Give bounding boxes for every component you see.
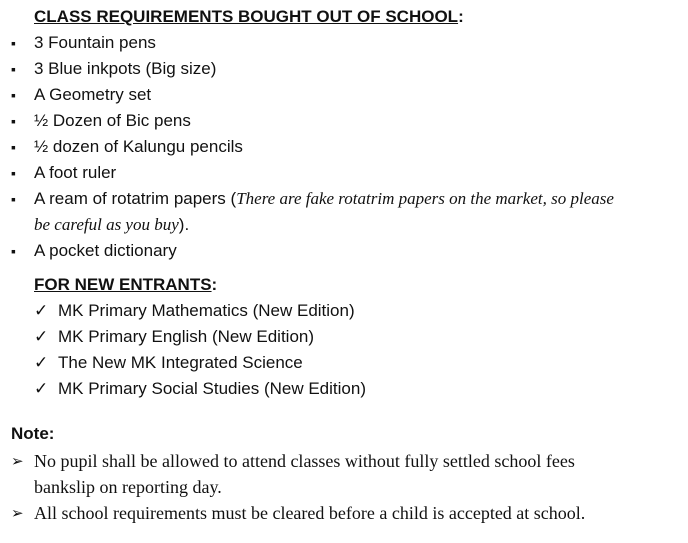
class-requirements-heading — [34, 7, 464, 27]
rotatrim-continuation — [34, 215, 189, 235]
list-item: A foot ruler — [34, 163, 117, 182]
checkmark-icon: ✓ — [34, 301, 49, 321]
class-requirements-heading-colon: : — [458, 7, 464, 26]
square-bullet-icon: ▪ — [11, 35, 16, 51]
note-heading: Note: — [11, 424, 55, 443]
list-item: The New MK Integrated Science — [58, 353, 303, 372]
class-requirements-heading-text: CLASS REQUIREMENTS BOUGHT OUT OF SCHOOL — [34, 7, 459, 26]
new-entrants-heading-colon: : — [211, 275, 218, 294]
square-bullet-icon: ▪ — [11, 113, 16, 129]
checkmark-icon: ✓ — [34, 353, 49, 373]
list-item: ½ Dozen of Bic pens — [34, 111, 191, 130]
square-bullet-icon: ▪ — [11, 139, 16, 155]
rotatrim-text: A ream of rotatrim papers ( — [34, 189, 237, 208]
new-entrants-heading — [34, 275, 217, 295]
checkmark-icon: ✓ — [34, 379, 49, 399]
rotatrim-continuation-tail: ). — [178, 215, 190, 234]
checkmark-icon: ✓ — [34, 327, 49, 347]
list-item: A Geometry set — [34, 85, 152, 104]
arrow-bullet-icon: ➢ — [11, 504, 24, 522]
square-bullet-icon: ▪ — [11, 61, 16, 77]
square-bullet-icon: ▪ — [11, 243, 16, 259]
list-item: A pocket dictionary — [34, 241, 177, 260]
list-item: ½ dozen of Kalungu pencils — [34, 137, 243, 156]
new-entrants-heading-text: FOR NEW ENTRANTS — [34, 275, 212, 294]
list-item: MK Primary English (New Edition) — [58, 327, 315, 346]
list-item: MK Primary Social Studies (New Edition) — [58, 379, 366, 398]
list-item: 3 Blue inkpots (Big size) — [34, 59, 217, 78]
list-item: 3 Fountain pens — [34, 33, 156, 52]
note-item-line: All school requirements must be cleared before a child is accepted at school. — [34, 503, 586, 523]
square-bullet-icon: ▪ — [11, 165, 16, 181]
rotatrim-warning-italic: There are fake rotatrim papers on the market, so please — [236, 189, 614, 208]
square-bullet-icon: ▪ — [11, 87, 16, 103]
note-item-line: No pupil shall be allowed to attend classes without fully settled school fees — [34, 451, 575, 471]
list-item: MK Primary Mathematics (New Edition) — [58, 301, 355, 320]
rotatrim-continuation-italic: be careful as you buy — [34, 215, 179, 234]
arrow-bullet-icon: ➢ — [11, 452, 24, 470]
list-item-rotatrim — [34, 189, 614, 209]
note-item-line: bankslip on reporting day. — [34, 477, 222, 497]
square-bullet-icon: ▪ — [11, 191, 16, 207]
